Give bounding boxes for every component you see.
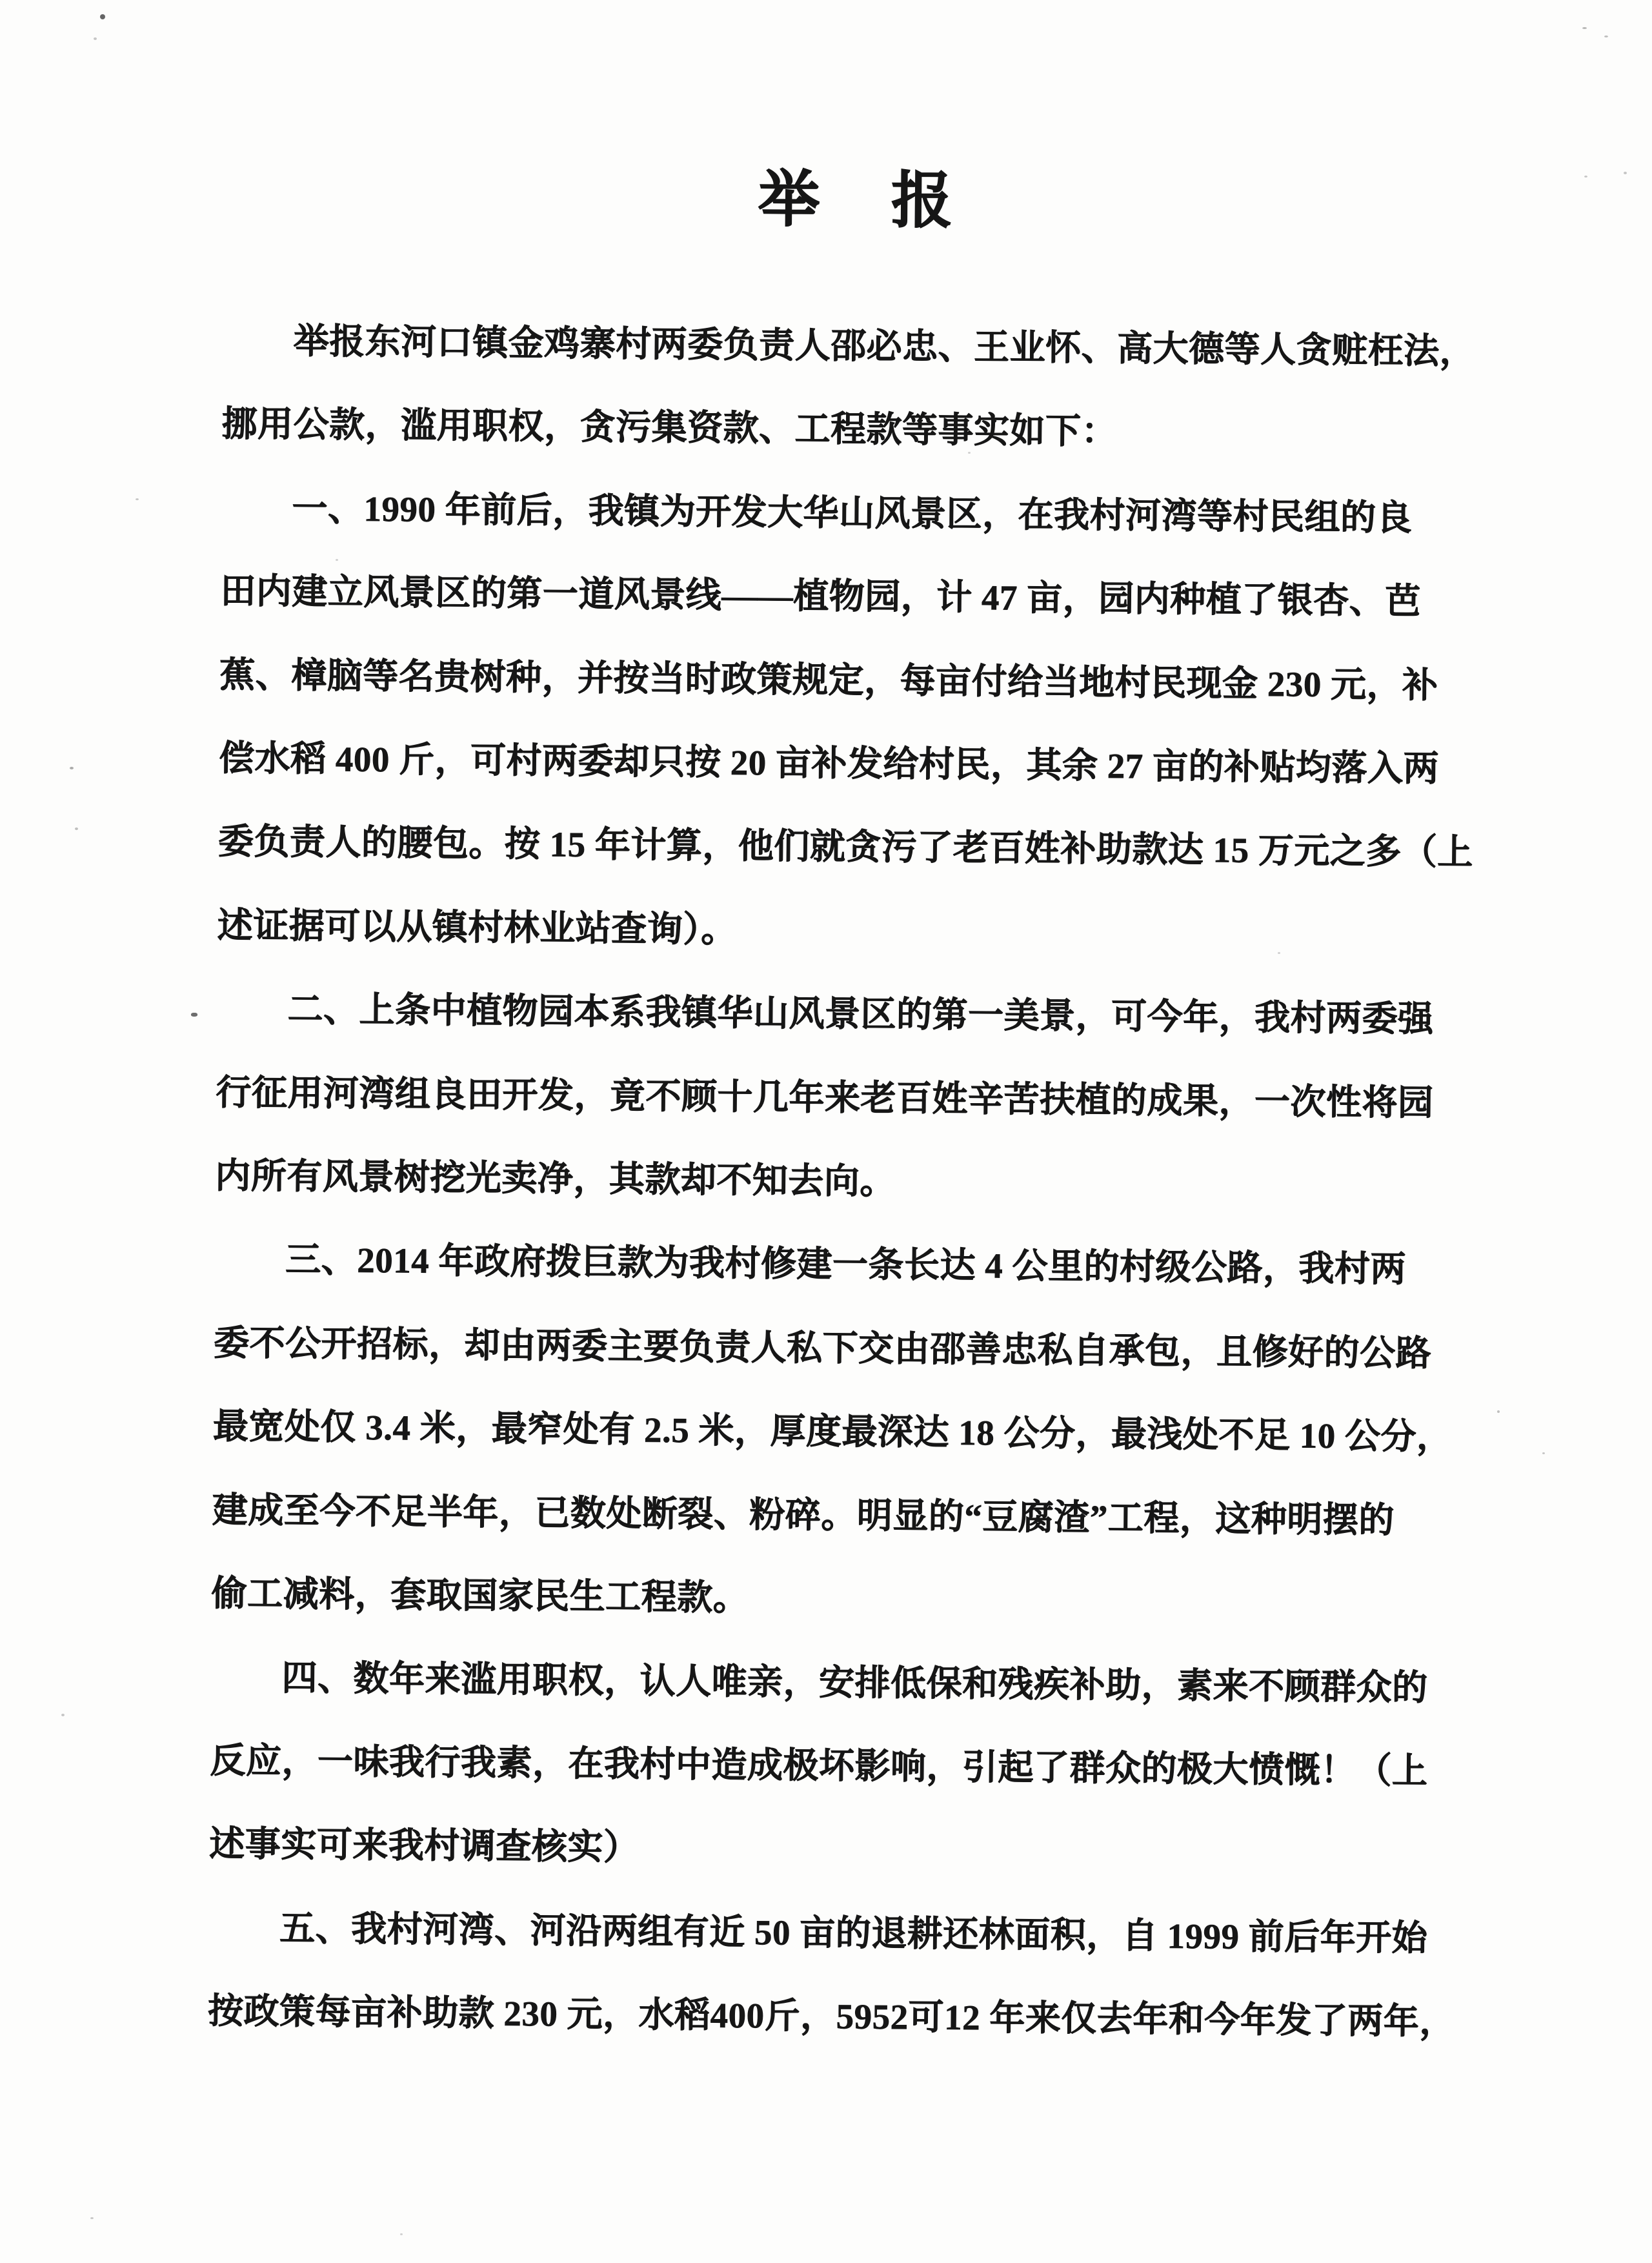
scan-speck	[61, 1714, 65, 1716]
scan-speck	[1582, 27, 1587, 29]
text-line: 行征用河湾组良田开发，竟不顾十几年来老百姓辛苦扶植的成果，一次性将园	[216, 1072, 1434, 1123]
scan-speck	[100, 14, 105, 19]
scan-speck	[1624, 172, 1627, 174]
scan-speck	[1604, 36, 1608, 37]
scan-speck	[75, 827, 78, 830]
text-line: 挪用公款，滥用职权，贪污集资款、工程款等事实如下：	[221, 404, 1118, 452]
text-line: 最宽处仅 3.4 米，最窄处有 2.5 米，厚度最深达 18 公分，最浅处不足 10 公分，	[212, 1406, 1453, 1457]
scan-speck	[1278, 952, 1280, 954]
scan-speck	[70, 767, 74, 769]
scan-speck	[90, 2217, 94, 2219]
text-line: 三、2014 年政府拨巨款为我村修建一条长达 4 公里的村级公路，我村两	[285, 1240, 1407, 1290]
text-line: 四、数年来滥用职权，认人唯亲，安排低保和残疾补助，素来不顾群众的	[281, 1658, 1428, 1707]
text-line: 按政策每亩补助款 230 元，水稻400斤，5952可12 年来仅去年和今年发了两年，	[207, 1991, 1456, 2042]
document-body	[208, 299, 1507, 2064]
document-title: 举 报	[758, 165, 958, 236]
text-line: 田内建立风景区的第一道风景线——植物园，计 47 亩，园内种植了银杏、芭	[220, 571, 1422, 622]
scan-speck	[191, 1013, 197, 1017]
text-line: 委不公开招标，却由两委主要负责人私下交由邵善忠私自承包，且修好的公路	[213, 1323, 1432, 1374]
text-line: 五、我村河湾、河沿两组有近 50 亩的退耕还林面积，自 1999 前后年开始	[279, 1908, 1428, 1958]
scan-speck	[136, 498, 139, 500]
text-line: 反应，一味我行我素，在我村中造成极坏影响，引起了群众的极大愤慨！（上	[210, 1740, 1428, 1791]
scan-speck	[968, 452, 971, 454]
text-line: 述事实可来我村调查核实）	[209, 1824, 640, 1868]
scan-speck	[1584, 176, 1587, 178]
text-line: 举报东河口镇金鸡寨村两委负责人邵必忠、王业怀、高大德等人贪赃枉法，	[293, 321, 1476, 371]
text-line: 蕉、樟脑等名贵树种，并按当时政策规定，每亩付给当地村民现金 230 元，补	[219, 655, 1438, 705]
text-line: 委负责人的腰包。按 15 年计算，他们就贪污了老百姓补助款达 15 万元之多（上	[217, 822, 1474, 873]
text-line: 内所有风景树挖光卖净，其款却不知去向。	[215, 1156, 896, 1202]
text-line: 一、1990 年前后，我镇为开发大华山风景区，在我村河湾等村民组的良	[292, 488, 1413, 538]
scan-speck	[94, 37, 97, 40]
scan-speck	[336, 559, 338, 561]
scan-speck	[1542, 1452, 1545, 1454]
text-line: 偿水稻 400 斤，可村两委却只按 20 亩补发给村民，其余 27 亩的补贴均落入两	[218, 738, 1440, 789]
text-line: 偷工减料，套取国家民生工程款。	[211, 1574, 749, 1618]
text-line: 建成至今不足半年，已数处断裂、粉碎。明显的“豆腐渣”工程，这种明摆的	[212, 1490, 1395, 1540]
text-line: 二、上条中植物园本系我镇华山风景区的第一美景，可今年，我村两委强	[287, 989, 1434, 1039]
text-line: 述证据可以从镇村林业站查询）。	[217, 905, 738, 949]
scan-speck	[1497, 1410, 1500, 1413]
scan-speck	[400, 2233, 403, 2235]
